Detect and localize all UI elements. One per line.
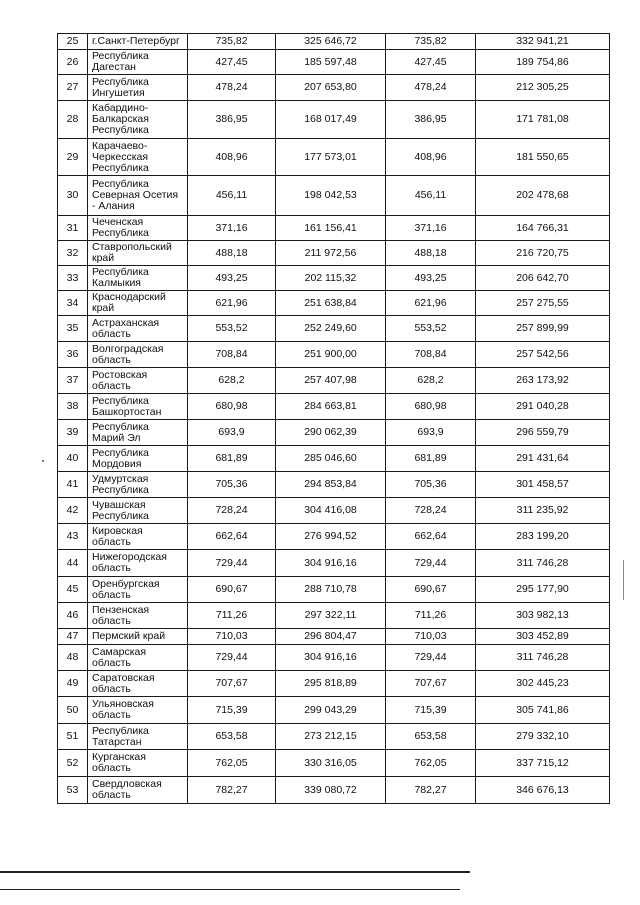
- value-col-2: 304 416,08: [276, 498, 386, 524]
- value-col-1: 708,84: [188, 342, 276, 368]
- table-row: [58, 34, 610, 50]
- table-row: [58, 266, 610, 291]
- value-col-1: 707,67: [188, 671, 276, 697]
- table-row: [58, 577, 610, 603]
- value-col-2: 339 080,72: [276, 777, 386, 804]
- scan-speck: [623, 560, 624, 600]
- table-row: [58, 342, 610, 368]
- row-number: 31: [58, 216, 88, 241]
- row-number: 51: [58, 724, 88, 750]
- value-col-2: 285 046,60: [276, 446, 386, 472]
- value-col-1: 371,16: [188, 216, 276, 241]
- table-row: [58, 777, 610, 804]
- value-col-3: 707,67: [386, 671, 476, 697]
- row-number: 25: [58, 34, 88, 50]
- value-col-1: 653,58: [188, 724, 276, 750]
- region-name: Чувашская Республика: [88, 498, 188, 524]
- region-name: Пензенская область: [88, 603, 188, 629]
- row-number: 44: [58, 550, 88, 577]
- value-col-1: 693,9: [188, 420, 276, 446]
- value-col-3: 729,44: [386, 550, 476, 577]
- table-row: [58, 671, 610, 697]
- region-name: Оренбургская область: [88, 577, 188, 603]
- region-name: Кабардино-Балкарская Республика: [88, 101, 188, 139]
- row-number: 47: [58, 629, 88, 645]
- value-col-3: 690,67: [386, 577, 476, 603]
- value-col-1: 408,96: [188, 139, 276, 176]
- value-col-1: 386,95: [188, 101, 276, 139]
- row-number: 43: [58, 524, 88, 550]
- table-row: [58, 750, 610, 777]
- scan-edge-line: [0, 889, 460, 890]
- value-col-3: 493,25: [386, 266, 476, 291]
- table-row: [58, 724, 610, 750]
- value-col-2: 304 916,16: [276, 550, 386, 577]
- value-col-2: 290 062,39: [276, 420, 386, 446]
- row-number: 38: [58, 394, 88, 420]
- row-number: 45: [58, 577, 88, 603]
- row-number: 36: [58, 342, 88, 368]
- region-name: Республика Северная Осетия - Алания: [88, 176, 188, 216]
- value-col-4: 216 720,75: [476, 241, 610, 266]
- value-col-3: 371,16: [386, 216, 476, 241]
- value-col-1: 690,67: [188, 577, 276, 603]
- value-col-3: 711,26: [386, 603, 476, 629]
- table-row: [58, 420, 610, 446]
- value-col-2: 276 994,52: [276, 524, 386, 550]
- value-col-2: 185 597,48: [276, 50, 386, 75]
- value-col-2: 297 322,11: [276, 603, 386, 629]
- value-col-4: 303 452,89: [476, 629, 610, 645]
- value-col-1: 488,18: [188, 241, 276, 266]
- value-col-4: 291 040,28: [476, 394, 610, 420]
- value-col-3: 681,89: [386, 446, 476, 472]
- value-col-3: 710,03: [386, 629, 476, 645]
- region-name: Астраханская область: [88, 316, 188, 342]
- value-col-2: 294 853,84: [276, 472, 386, 498]
- value-col-1: 729,44: [188, 550, 276, 577]
- value-col-4: 332 941,21: [476, 34, 610, 50]
- value-col-4: 296 559,79: [476, 420, 610, 446]
- row-number: 48: [58, 645, 88, 671]
- value-col-4: 311 746,28: [476, 550, 610, 577]
- value-col-4: 202 478,68: [476, 176, 610, 216]
- row-number: 50: [58, 697, 88, 724]
- value-col-2: 251 900,00: [276, 342, 386, 368]
- value-col-3: 762,05: [386, 750, 476, 777]
- value-col-3: 427,45: [386, 50, 476, 75]
- value-col-4: 311 235,92: [476, 498, 610, 524]
- value-col-1: 728,24: [188, 498, 276, 524]
- row-number: 53: [58, 777, 88, 804]
- value-col-3: 728,24: [386, 498, 476, 524]
- value-col-4: 206 642,70: [476, 266, 610, 291]
- region-name: Волгоградская область: [88, 342, 188, 368]
- value-col-3: 621,96: [386, 291, 476, 316]
- region-name: Пермский край: [88, 629, 188, 645]
- row-number: 40: [58, 446, 88, 472]
- value-col-3: 705,36: [386, 472, 476, 498]
- value-col-2: 325 646,72: [276, 34, 386, 50]
- value-col-1: 782,27: [188, 777, 276, 804]
- value-col-2: 168 017,49: [276, 101, 386, 139]
- row-number: 46: [58, 603, 88, 629]
- value-col-4: 181 550,65: [476, 139, 610, 176]
- table-row: [58, 524, 610, 550]
- value-col-3: 456,11: [386, 176, 476, 216]
- region-name: Саратовская область: [88, 671, 188, 697]
- table-row: [58, 291, 610, 316]
- value-col-4: 171 781,08: [476, 101, 610, 139]
- table-row: [58, 629, 610, 645]
- scan-edge-line: [0, 871, 470, 873]
- value-col-4: 257 899,99: [476, 316, 610, 342]
- row-number: 28: [58, 101, 88, 139]
- value-col-2: 202 115,32: [276, 266, 386, 291]
- value-col-3: 628,2: [386, 368, 476, 394]
- row-number: 39: [58, 420, 88, 446]
- value-col-2: 251 638,84: [276, 291, 386, 316]
- value-col-4: 212 305,25: [476, 75, 610, 101]
- table-row: [58, 472, 610, 498]
- table-row: [58, 446, 610, 472]
- region-name: Ульяновская область: [88, 697, 188, 724]
- table-row: [58, 75, 610, 101]
- value-col-2: 198 042,53: [276, 176, 386, 216]
- value-col-4: 291 431,64: [476, 446, 610, 472]
- value-col-2: 295 818,89: [276, 671, 386, 697]
- value-col-2: 161 156,41: [276, 216, 386, 241]
- value-col-2: 296 804,47: [276, 629, 386, 645]
- region-name: Республика Ингушетия: [88, 75, 188, 101]
- value-col-2: 284 663,81: [276, 394, 386, 420]
- region-name: Кировская область: [88, 524, 188, 550]
- value-col-4: 257 542,56: [476, 342, 610, 368]
- value-col-3: 386,95: [386, 101, 476, 139]
- table-row: [58, 645, 610, 671]
- value-col-4: 295 177,90: [476, 577, 610, 603]
- value-col-4: 164 766,31: [476, 216, 610, 241]
- value-col-3: 478,24: [386, 75, 476, 101]
- value-col-1: 729,44: [188, 645, 276, 671]
- region-name: Свердловская область: [88, 777, 188, 804]
- value-col-1: 710,03: [188, 629, 276, 645]
- value-col-1: 621,96: [188, 291, 276, 316]
- table-row: [58, 550, 610, 577]
- region-name: Республика Мордовия: [88, 446, 188, 472]
- table-row: [58, 697, 610, 724]
- value-col-1: 680,98: [188, 394, 276, 420]
- row-number: 52: [58, 750, 88, 777]
- row-number: 35: [58, 316, 88, 342]
- table-row: [58, 316, 610, 342]
- row-number: 41: [58, 472, 88, 498]
- value-col-2: 252 249,60: [276, 316, 386, 342]
- region-name: Республика Татарстан: [88, 724, 188, 750]
- value-col-2: 257 407,98: [276, 368, 386, 394]
- value-col-2: 273 212,15: [276, 724, 386, 750]
- region-name: Краснодарский край: [88, 291, 188, 316]
- value-col-4: 257 275,55: [476, 291, 610, 316]
- value-col-1: 715,39: [188, 697, 276, 724]
- value-col-4: 301 458,57: [476, 472, 610, 498]
- value-col-3: 553,52: [386, 316, 476, 342]
- value-col-1: 478,24: [188, 75, 276, 101]
- value-col-4: 263 173,92: [476, 368, 610, 394]
- value-col-1: 456,11: [188, 176, 276, 216]
- value-col-2: 299 043,29: [276, 697, 386, 724]
- row-number: 30: [58, 176, 88, 216]
- value-col-3: 653,58: [386, 724, 476, 750]
- value-col-2: 288 710,78: [276, 577, 386, 603]
- region-name: Республика Башкортостан: [88, 394, 188, 420]
- region-name: Удмуртская Республика: [88, 472, 188, 498]
- value-col-4: 303 982,13: [476, 603, 610, 629]
- row-number: 42: [58, 498, 88, 524]
- table-row: [58, 101, 610, 139]
- table-row: [58, 394, 610, 420]
- value-col-1: 735,82: [188, 34, 276, 50]
- value-col-1: 628,2: [188, 368, 276, 394]
- region-name: Курганская область: [88, 750, 188, 777]
- row-number: 26: [58, 50, 88, 75]
- region-name: Республика Марий Эл: [88, 420, 188, 446]
- value-col-1: 711,26: [188, 603, 276, 629]
- table-row: [58, 241, 610, 266]
- value-col-3: 735,82: [386, 34, 476, 50]
- value-col-1: 762,05: [188, 750, 276, 777]
- value-col-2: 211 972,56: [276, 241, 386, 266]
- table-row: [58, 498, 610, 524]
- region-name: г.Санкт-Петербург: [88, 34, 188, 50]
- value-col-1: 493,25: [188, 266, 276, 291]
- table-row: [58, 603, 610, 629]
- value-col-2: 207 653,80: [276, 75, 386, 101]
- region-name: Чеченская Республика: [88, 216, 188, 241]
- table-body: [58, 34, 610, 804]
- value-col-2: 330 316,05: [276, 750, 386, 777]
- region-name: Ростовская область: [88, 368, 188, 394]
- region-name: Самарская область: [88, 645, 188, 671]
- value-col-3: 729,44: [386, 645, 476, 671]
- row-number: 32: [58, 241, 88, 266]
- regions-table: [57, 33, 610, 804]
- row-number: 27: [58, 75, 88, 101]
- value-col-4: 283 199,20: [476, 524, 610, 550]
- value-col-4: 302 445,23: [476, 671, 610, 697]
- value-col-2: 177 573,01: [276, 139, 386, 176]
- row-number: 49: [58, 671, 88, 697]
- value-col-4: 337 715,12: [476, 750, 610, 777]
- row-number: 37: [58, 368, 88, 394]
- value-col-3: 715,39: [386, 697, 476, 724]
- value-col-4: 189 754,86: [476, 50, 610, 75]
- value-col-4: 279 332,10: [476, 724, 610, 750]
- value-col-3: 708,84: [386, 342, 476, 368]
- value-col-1: 681,89: [188, 446, 276, 472]
- value-col-1: 705,36: [188, 472, 276, 498]
- value-col-4: 346 676,13: [476, 777, 610, 804]
- value-col-1: 662,64: [188, 524, 276, 550]
- table-row: [58, 139, 610, 176]
- scan-speck: [42, 460, 44, 462]
- value-col-3: 488,18: [386, 241, 476, 266]
- value-col-4: 305 741,86: [476, 697, 610, 724]
- row-number: 33: [58, 266, 88, 291]
- value-col-1: 553,52: [188, 316, 276, 342]
- region-name: Республика Калмыкия: [88, 266, 188, 291]
- table-row: [58, 368, 610, 394]
- region-name: Ставропольский край: [88, 241, 188, 266]
- value-col-3: 662,64: [386, 524, 476, 550]
- value-col-2: 304 916,16: [276, 645, 386, 671]
- region-name: Республика Дагестан: [88, 50, 188, 75]
- value-col-3: 782,27: [386, 777, 476, 804]
- region-name: Карачаево-Черкесская Республика: [88, 139, 188, 176]
- row-number: 34: [58, 291, 88, 316]
- table-row: [58, 216, 610, 241]
- table-row: [58, 50, 610, 75]
- value-col-3: 680,98: [386, 394, 476, 420]
- table-row: [58, 176, 610, 216]
- region-name: Нижегородская область: [88, 550, 188, 577]
- row-number: 29: [58, 139, 88, 176]
- value-col-4: 311 746,28: [476, 645, 610, 671]
- value-col-1: 427,45: [188, 50, 276, 75]
- value-col-3: 408,96: [386, 139, 476, 176]
- value-col-3: 693,9: [386, 420, 476, 446]
